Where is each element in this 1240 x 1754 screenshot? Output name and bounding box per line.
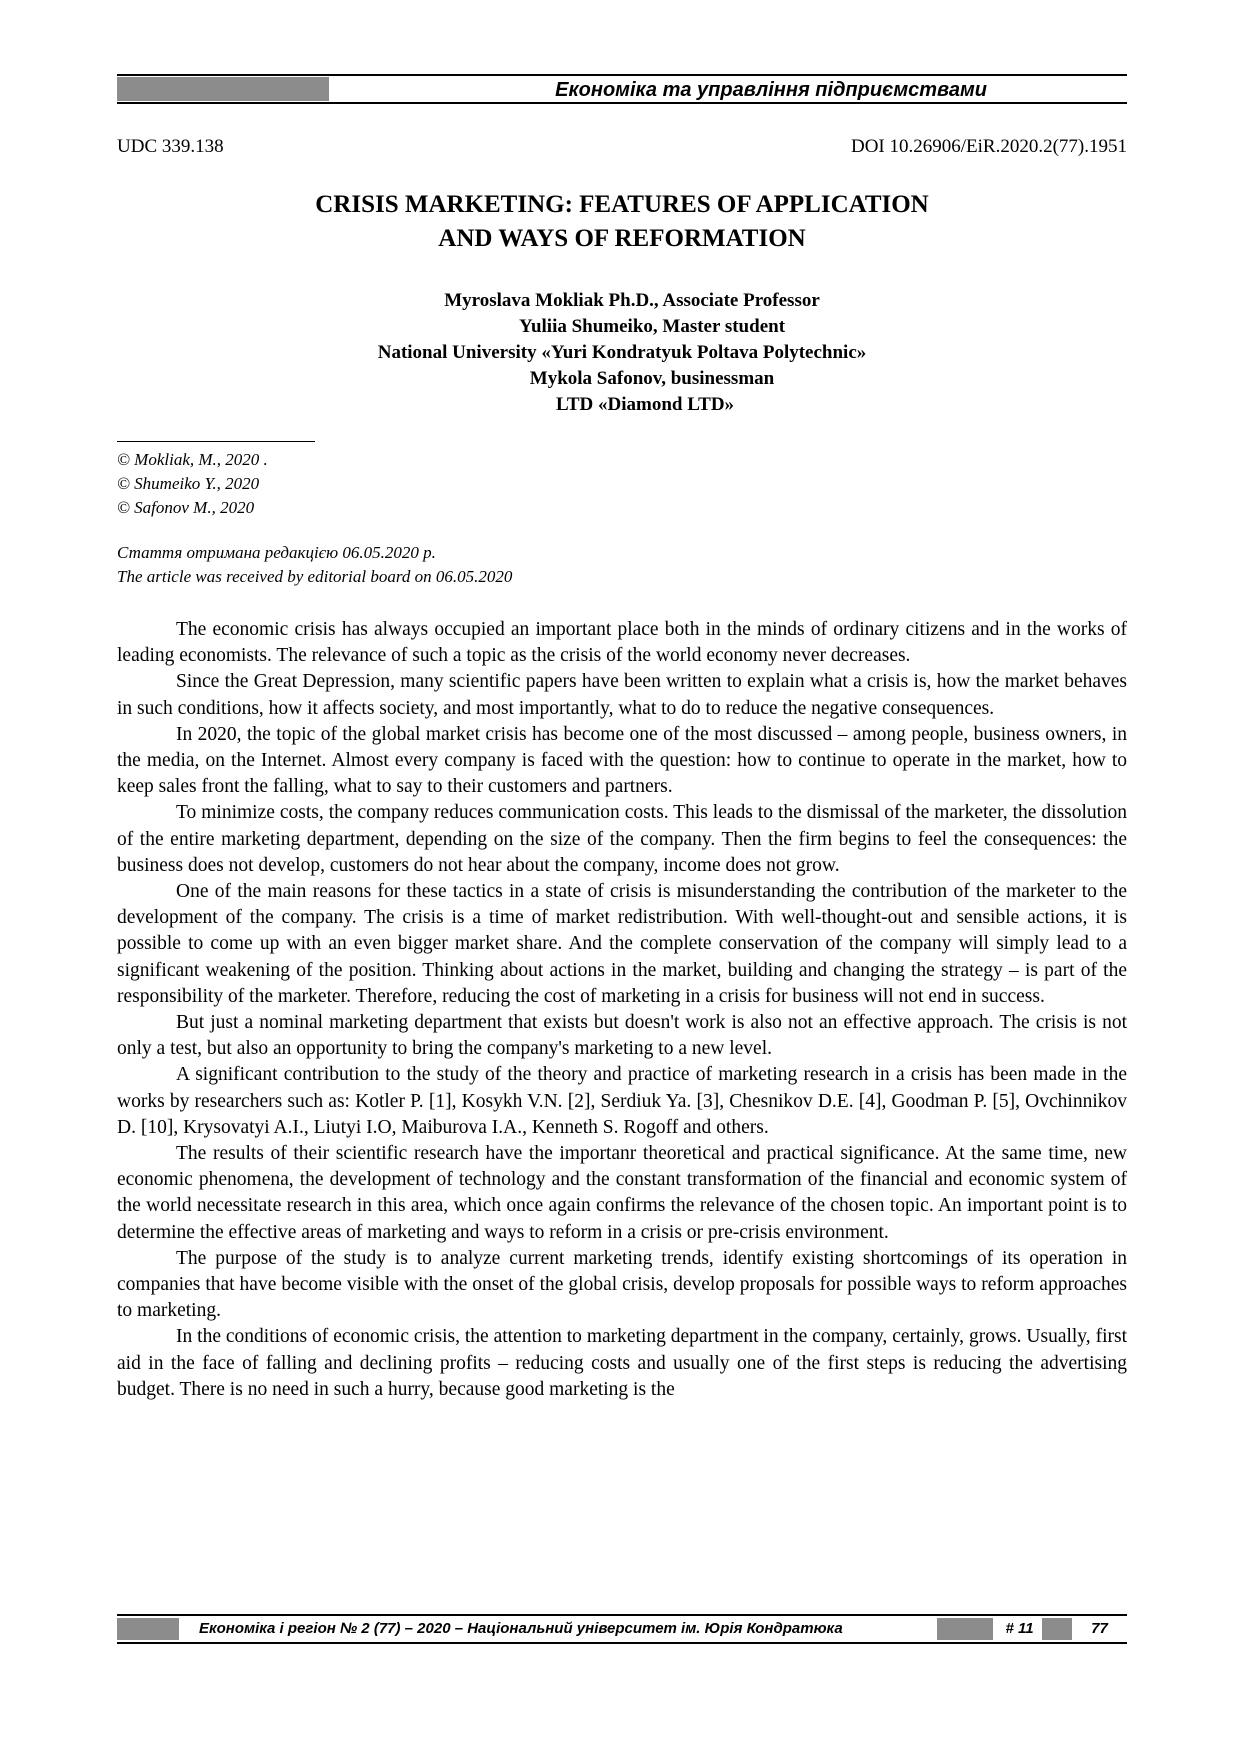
footer-issue-number: # 11 (1005, 1620, 1034, 1637)
footer-gray-block (937, 1618, 993, 1640)
page-number: 77 (1091, 1620, 1108, 1637)
footer-rule-top (117, 1614, 1127, 1616)
header-rule-top (117, 74, 1127, 76)
doi: DOI 10.26906/EiR.2020.2(77).1951 (850, 136, 1127, 157)
footer-journal-info: Економіка і регіон № 2 (77) – 2020 – Національний університет ім. Юрія Кондратюка (199, 1620, 843, 1637)
author-line: Yuliia Shumeiko, Master student (518, 316, 786, 337)
body-paragraph: To minimize costs, the company reduces communication costs. This leads to the dismissal of the marketer, the dissolution of the entire marketing department, depending on the size of the company. Then the firm begins to feel the consequences: the business does not develop, customers do not hear about the company, income does not grow. (117, 802, 1127, 876)
received-en: The article was received by editorial board on 06.05.2020 (117, 567, 513, 586)
footnote-rule (117, 441, 315, 442)
copyright-line: © Shumeiko Y., 2020 (117, 474, 260, 493)
copyright-line: © Safonov M., 2020 (117, 498, 255, 517)
body-paragraph: But just a nominal marketing department that exists but doesn't work is also not an effective approach. The crisis is not only a test, but also an opportunity to bring the company's marketing to a new level. (117, 1012, 1127, 1060)
received-note (117, 541, 512, 589)
journal-section-title: Економіка та управління підприємствами (555, 79, 987, 101)
received-ua: Стаття отримана редакцією 06.05.2020 р. (117, 543, 436, 562)
copyright-line: © Mokliak, M., 2020 . (117, 450, 268, 469)
header-rule-bottom (117, 102, 1127, 104)
header-gray-block (117, 77, 329, 101)
body-paragraph: A significant contribution to the study of the theory and practice of marketing research in a crisis has been made in the works by researchers such as: Kotler P. [1], Kosykh V.N. [2], Serdiuk Ya. [3], Chesnikov D.E. [4], Goodman P. [5], Ovchinnikov D. [10], Krysovatyi A.I., Liutyi I.O, Maiburova I.A., Kenneth S. Rogoff and others. (117, 1064, 1127, 1138)
footer-gray-block (1042, 1618, 1072, 1640)
footer-rule-bottom (117, 1642, 1127, 1644)
body-paragraph: Since the Great Depression, many scientific papers have been written to explain what a crisis is, how the market behaves in such conditions, how it affects society, and most importantly, what to do to reduce the negative consequences. (117, 671, 1127, 719)
article-title-line-2: AND WAYS OF REFORMATION (438, 225, 806, 252)
author-line: Myroslava Mokliak Ph.D., Associate Professor (444, 290, 820, 311)
affiliation-line: LTD «Diamond LTD» (555, 394, 735, 415)
article-body (117, 617, 1127, 1403)
running-footer (117, 1614, 1127, 1644)
copyright-notes (117, 448, 268, 520)
body-paragraph: In 2020, the topic of the global market crisis has become one of the most discussed – among people, business owners, in the media, on the Internet. Almost every company is faced with the question: how to continue to operate in the market, how to keep sales front the falling, what to say to their customers and partners. (117, 723, 1127, 798)
body-paragraph: One of the main reasons for these tactics in a state of crisis is misunderstanding the contribution of the marketer to the development of the company. The crisis is a time of market redistribution. With well-thought-out and sensible actions, it is possible to come up with an even bigger market share. And the complete conservation of the company will simply lead to a significant weakening of the position. Thinking about actions in the market, building and changing the strategy – is part of the responsibility of the marketer. Therefore, reducing the cost of marketing in a crisis for business will not end in success. (117, 881, 1127, 1007)
author-block (117, 288, 1127, 418)
article-title (117, 188, 1127, 256)
udc-code: UDC 339.138 (117, 136, 224, 157)
article-title-line-1: CRISIS MARKETING: FEATURES OF APPLICATION (315, 191, 929, 218)
footer-gray-block (117, 1618, 179, 1640)
affiliation-line: National University «Yuri Kondratyuk Poltava Polytechnic» (377, 342, 867, 363)
body-paragraph: In the conditions of economic crisis, the attention to marketing department in the company, certainly, grows. Usually, first aid in the face of falling and declining profits – reducing costs and usually one of the first steps is reducing the advertising budget. There is no need in such a hurry, because good marketing is the (117, 1326, 1127, 1400)
author-line: Mykola Safonov, businessman (529, 368, 775, 389)
body-paragraph: The purpose of the study is to analyze current marketing trends, identify existing shortcomings of its operation in companies that have become visible with the onset of the global crisis, develop proposals for possible ways to reform approaches to marketing. (117, 1247, 1127, 1322)
running-header (117, 74, 1127, 104)
body-paragraph: The economic crisis has always occupied an important place both in the minds of ordinary citizens and in the works of leading economists. The relevance of such a topic as the crisis of the world economy never decreases. (117, 619, 1127, 667)
body-paragraph: The results of their scientific research have the importanr theoretical and practical significance. At the same time, new economic phenomena, the development of technology and the constant transformation of the financial and economic system of the world necessitate research in this area, which once again confirms the relevance of the chosen topic. An important point is to determine the effective areas of marketing and ways to reform in a crisis or pre-crisis environment. (117, 1143, 1127, 1243)
